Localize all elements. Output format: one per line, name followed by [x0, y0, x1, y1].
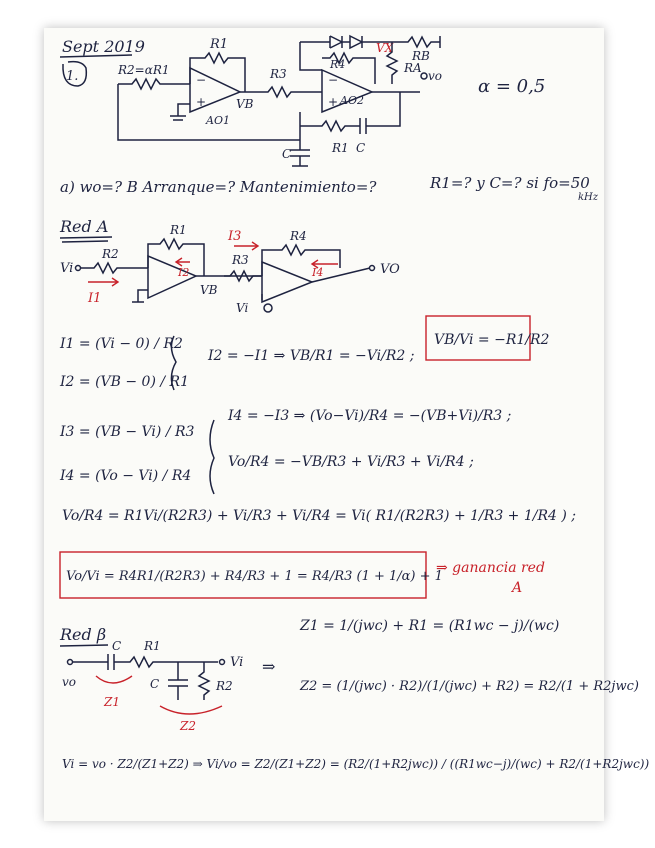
vi-label-2: Vi	[236, 301, 249, 315]
red-b-underline	[60, 645, 108, 646]
eq-vi-ratio: Vi = vo · Z2/(Z1+Z2) ⇒ Vi/vo = Z2/(Z1+Z2) = (R2/(1+R2jwc)) / ((R1wc−j)/(wc) + R2/(1+R2jwc))	[62, 757, 650, 771]
red-a-equations	[59, 316, 576, 598]
c-label-b1: C	[112, 639, 122, 653]
question-a: a) wo=? B Arranque=? Mantenimiento=?	[60, 178, 377, 196]
eq-i4c: Vo/R4 = −VB/R3 + Vi/R3 + Vi/R4 ;	[228, 454, 474, 470]
eq-boxed2: Vo/Vi = R4R1/(R2R3) + R4/R3 + 1 = R4/R3 (1 + 1/α) + 1	[66, 569, 443, 584]
r1-label-b: R1	[144, 639, 161, 653]
vo-label-b: vo	[62, 675, 77, 689]
question-b: R1=? y C=? si fo=50	[430, 174, 590, 192]
r3-label-a: R3	[232, 253, 249, 267]
eq-i1: I1 = (Vi − 0) / R2	[60, 336, 183, 352]
rb-label: RB	[412, 49, 430, 63]
i1-label: I1	[88, 291, 102, 306]
vi-label-b: Vi	[230, 655, 244, 670]
ra-label: RA	[404, 61, 422, 75]
r2-label-a: R2	[102, 247, 119, 261]
r1-label-a: R1	[170, 223, 187, 237]
ao2-label: AO2	[340, 94, 364, 107]
z1-label: Z1	[104, 695, 120, 709]
i4-label: I4	[312, 266, 324, 279]
implies-arrow: ⇒	[262, 657, 276, 676]
i3-label: I3	[228, 229, 242, 244]
svg-text:−: −	[196, 73, 207, 87]
gain-note: ⇒ ganancia red	[436, 560, 545, 576]
vo-label-a: VO	[380, 262, 400, 277]
eq-i3: I3 = (VB − Vi) / R3	[60, 424, 195, 440]
exercise-number: 1.	[66, 69, 79, 84]
c-label-1: C	[282, 147, 292, 161]
vb-label-a: VB	[200, 283, 218, 297]
eq-z1: Z1 = 1/(jwc) + R1 = (R1wc − j)/(wc)	[300, 618, 560, 634]
eq-i4b: I4 = −I3 ⇒ (Vo−Vi)/R4 = −(VB+Vi)/R3 ;	[228, 408, 512, 424]
date-label: Sept 2019	[62, 37, 145, 56]
oscillator-circuit	[117, 36, 442, 166]
svg-text:−: −	[328, 73, 339, 87]
red-a-underline	[60, 237, 112, 242]
ao1-label: AO1	[206, 114, 230, 127]
svg-text:+: +	[328, 95, 339, 109]
r4-label-a: R4	[290, 229, 307, 243]
i2-label: I2	[178, 266, 190, 279]
eq-i2: I2 = (VB − 0) / R1	[60, 374, 189, 390]
eq-z2: Z2 = (1/(jwc) · R2)/(1/(jwc) + R2) = R2/(1 + R2jwc)	[300, 679, 639, 694]
red-a-title: Red A	[60, 217, 109, 236]
eq-i2b: I2 = −I1 ⇒ VB/R1 = −Vi/R2 ;	[208, 348, 415, 364]
r3-label: R3	[270, 67, 287, 81]
red-b-title: Red β	[60, 625, 107, 644]
vo-label: vo	[428, 69, 443, 83]
c-label-2: C	[356, 141, 366, 155]
red-b-circuit	[62, 639, 243, 733]
eq-boxed1: VB/Vi = −R1/R2	[434, 332, 550, 348]
r1-label: R1	[210, 37, 229, 52]
brace-2	[210, 420, 214, 494]
vx-label: VX	[376, 41, 394, 55]
r4-label: R4	[330, 58, 346, 71]
gain-note-a: A	[512, 580, 523, 596]
svg-text:+: +	[196, 95, 207, 109]
r1-label-2: R1	[332, 141, 349, 155]
vb-label: VB	[236, 97, 254, 111]
eq-i4: I4 = (Vo − Vi) / R4	[60, 468, 192, 484]
r2-label-b: R2	[216, 679, 233, 693]
vi-label: Vi	[60, 261, 74, 276]
c-label-b2: C	[150, 677, 160, 691]
eq-sum: Vo/R4 = R1Vi/(R2R3) + Vi/R3 + Vi/R4 = Vi( R1/(R2R3) + 1/R3 + 1/R4 ) ;	[62, 508, 577, 524]
z2-label: Z2	[180, 719, 196, 733]
r2-label: R2=αR1	[118, 63, 170, 77]
alpha-value: α = 0,5	[478, 76, 546, 97]
question-unit: kHz	[578, 192, 599, 203]
